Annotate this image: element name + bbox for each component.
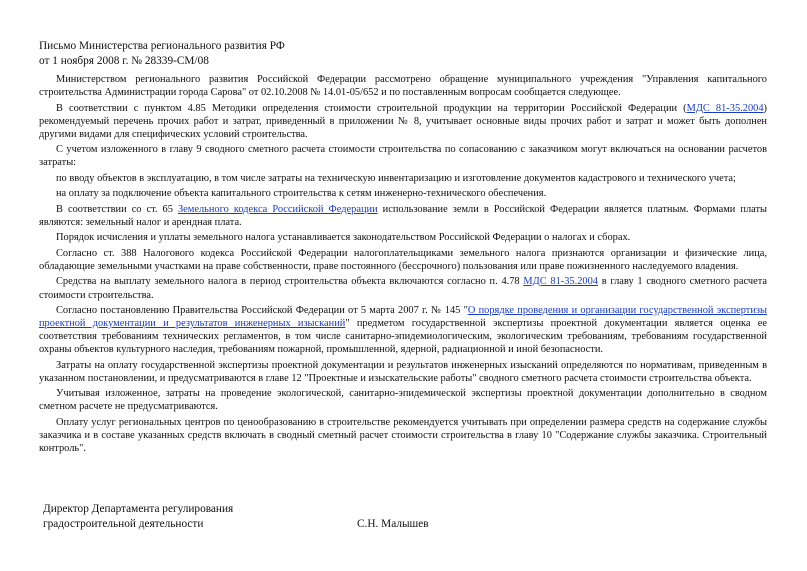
- paragraph-9-text-b: в главу 1 сводного сметного расчета стоимости строительства.: [39, 276, 767, 301]
- paragraph-9-text-a: Средства на выплату земельного налога в период строительства объекта включаются согласно п. 4.78: [56, 276, 524, 288]
- land-code-link[interactable]: Земельного кодекса Российской Федерации: [177, 203, 378, 215]
- paragraph-12: Учитывая изложенное, затраты на проведение экологической, санитарно-эпидемической экспертизы проектной документации дополнительно в сводном сметном расчете не предусматриваются.: [39, 388, 767, 413]
- paragraph-13: Оплату услуг региональных центров по ценообразованию в строительстве рекомендуется учитывать при определении размера средств на содержание службы заказчика и в составе указанных средств включать в сводный сметный расчет стоимости строительства в главу 10 "Содержание службы заказчика. Строительный контроль".: [39, 416, 767, 455]
- paragraph-6-text-a: В соответствии со ст. 65: [56, 203, 178, 215]
- paragraph-2-text-a: В соответствии с пунктом 4.85 Методики определения стоимости строительной продукции на территории Российской Федерации (: [56, 102, 687, 114]
- signatory-position: Директор Департамента регулирования: [43, 503, 234, 515]
- mds-link-1[interactable]: МДС 81-35.2004: [686, 102, 764, 114]
- mds-link-2[interactable]: МДС 81-35.2004: [523, 276, 598, 288]
- paragraph-7: Порядок исчисления и уплаты земельного налога устанавливается законодательством Российской Федерации о налогах и сборах.: [56, 232, 631, 244]
- paragraph-11: Затраты на оплату государственной экспертизы проектной документации и результатов инженерных изысканий определяются по нормативам, приведенным в указанном постановлении, и предусматриваются в главе 12 "Проектные и изыскательские работы" сводного сметного расчета стоимости строительства объекта.: [39, 359, 767, 384]
- paragraph-6: [39, 203, 767, 229]
- signatory-department: градостроительной деятельности: [43, 518, 204, 530]
- letter-body: [39, 73, 767, 458]
- letter-date-number: от 1 ноября 2008 г. № 28339-СМ/08: [39, 55, 209, 67]
- expertise-resolution-link[interactable]: О порядке проведения и организации государственной экспертизы проектной документации и результатов инженерных изысканий: [39, 305, 767, 330]
- paragraph-2: [39, 102, 767, 141]
- paragraph-1: Министерством регионального развития Российской Федерации рассмотрено обращение муниципального учреждения "Управления капитального строительства Администрации города Сарова" от 02.10.2008 № 14.01-05/652 и по поставленным вопросам сообщается следующее.: [39, 74, 767, 99]
- paragraph-10-text-a: Согласно постановлению Правительства Российской Федерации от 5 марта 2007 г. № 145 ": [56, 305, 468, 317]
- paragraph-10-text-b: " предметом государственной экспертизы проектной документации является оценка ее соответствия требованиям технических регламентов, в том числе санитарно-эпидемиологическим, экологическим требованиям, требованиям государственной охраны объектов культурного наследия, требованиям пожарной, промышленной, ядерной, радиационной и иной безопасности.: [39, 318, 767, 356]
- signature-block: [43, 502, 233, 532]
- letter-title: Письмо Министерства регионального развития РФ: [39, 40, 285, 52]
- paragraph-9: [39, 275, 767, 301]
- paragraph-5: на оплату за подключение объекта капитального строительства к сетям инженерно-технического обеспечения.: [56, 188, 547, 200]
- document-header: [39, 39, 285, 69]
- paragraph-10: [39, 304, 767, 356]
- paragraph-3: С учетом изложенного в главу 9 сводного сметного расчета стоимости строительства по сопасованию с заказчиком могут включаться на основании расчетов затраты:: [39, 144, 767, 169]
- signatory-name: С.Н. Малышев: [357, 518, 429, 530]
- paragraph-6-text-b: использование земли в Российской Федерации является платным. Формами платы являются: земельный налог и арендная плата.: [39, 203, 767, 228]
- paragraph-4: по вводу объектов в эксплуатацию, в том числе затраты на техническую инвентаризацию и изготовление документов кадастрового и технического учета;: [56, 172, 736, 184]
- paragraph-8: Согласно ст. 388 Налогового кодекса Российской Федерации налогоплательщиками земельного налога признаются организации и физические лица, обладающие земельными участками на праве собственности, праве постоянного (бессрочного) пользования или праве пожизненного наследуемого владения.: [39, 247, 767, 272]
- paragraph-2-text-b: ) рекомендуемый перечень прочих работ и затрат, приведенный в приложении № 8, учитывает основные виды прочих работ и затрат и может быть дополнен другими видами для специфических условий строительства.: [39, 102, 767, 140]
